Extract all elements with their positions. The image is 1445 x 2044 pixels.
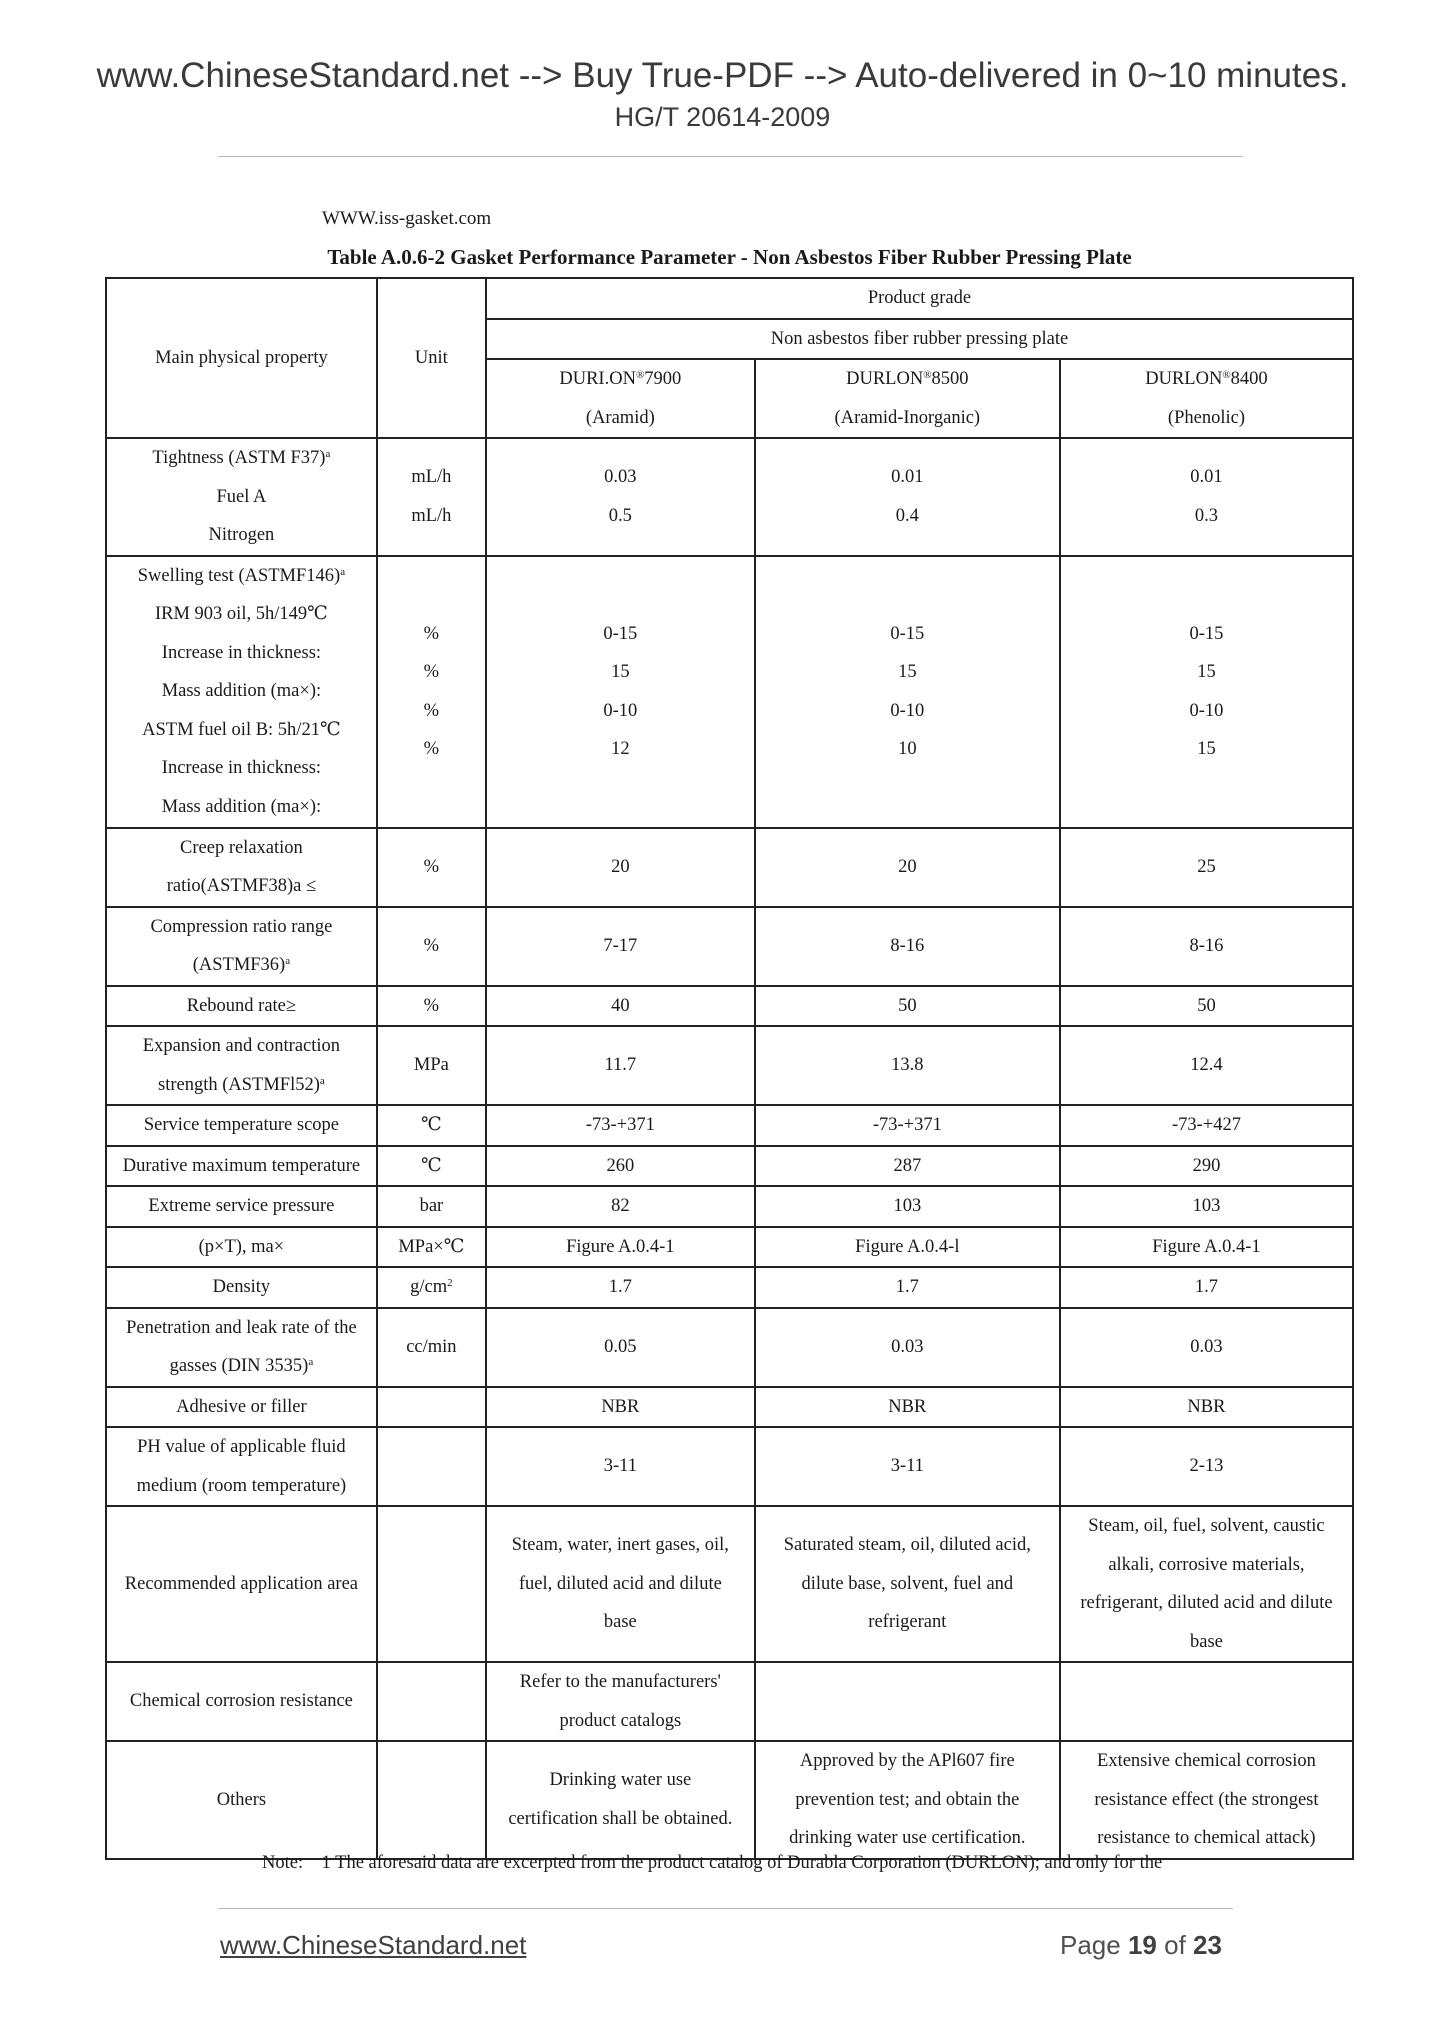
table-row [106, 1506, 1353, 1662]
unit-cell: $g/cm^2$ [377, 1267, 486, 1308]
property-chemical: Chemical corrosion resistance [106, 1662, 377, 1741]
value-cell: Approved by the APl607 fire prevention test; and obtain the drinking water use certification. [755, 1741, 1060, 1859]
table-row [106, 1227, 1353, 1268]
table-row [106, 1146, 1353, 1187]
performance-table [105, 277, 1354, 1860]
value-cell: 1.7 [755, 1267, 1060, 1308]
value-cell: Figure A.0.4-1 [1060, 1227, 1353, 1268]
value-cell: 25 [1060, 828, 1353, 907]
value-cell: 0.03 [1060, 1308, 1353, 1387]
header-divider [218, 156, 1243, 157]
property-tightness: Tightness (ASTM F37)$^a$ Fuel A Nitrogen [106, 438, 377, 556]
value-cell: 20 [755, 828, 1060, 907]
header-category: Non asbestos fiber rubber pressing plate [486, 319, 1353, 360]
value-cell: 8-16 [1060, 907, 1353, 986]
table-row [106, 1387, 1353, 1428]
table-row [106, 1308, 1353, 1387]
value-cell: Drinking water use certification shall be obtained. [486, 1741, 755, 1859]
unit-cell: ℃ [377, 1146, 486, 1187]
table-row [106, 986, 1353, 1027]
unit-cell: % [377, 907, 486, 986]
property-pxt: (p×T), ma× [106, 1227, 377, 1268]
value-cell: 20 [486, 828, 755, 907]
value-cell: 260 [486, 1146, 755, 1187]
value-cell: 0.05 [486, 1308, 755, 1387]
unit-cell [377, 1741, 486, 1859]
value-cell: 82 [486, 1186, 755, 1227]
footer-link[interactable]: www.ChineseStandard.net [220, 1930, 527, 1960]
value-cell: 0-15 15 0-10 15 [1060, 556, 1353, 828]
unit-cell: cc/min [377, 1308, 486, 1387]
property-service-temperature: Service temperature scope [106, 1105, 377, 1146]
value-cell [1060, 1662, 1353, 1741]
value-cell: Figure A.0.4-l [755, 1227, 1060, 1268]
property-durative-temperature: Durative maximum temperature [106, 1146, 377, 1187]
property-application: Recommended application area [106, 1506, 377, 1662]
property-others: Others [106, 1741, 377, 1859]
document-number: HG/T 20614-2009 [614, 102, 831, 132]
value-cell: 287 [755, 1146, 1060, 1187]
table-row [106, 1026, 1353, 1105]
value-cell: -73-+427 [1060, 1105, 1353, 1146]
property-extreme-pressure: Extreme service pressure [106, 1186, 377, 1227]
property-compression: Compression ratio range (ASTMF36)$^a$ [106, 907, 377, 986]
value-cell: 1.7 [486, 1267, 755, 1308]
value-cell: Figure A.0.4-1 [486, 1227, 755, 1268]
value-cell: 0.01 0.4 [755, 438, 1060, 556]
value-cell: 12.4 [1060, 1026, 1353, 1105]
table-row [106, 1427, 1353, 1506]
value-cell: 11.7 [486, 1026, 755, 1105]
value-cell: Steam, water, inert gases, oil, fuel, diluted acid and dilute base [486, 1506, 755, 1662]
top-banner: www.ChineseStandard.net --> Buy True-PDF --> Auto-delivered in 0~10 minutes. [96, 56, 1349, 95]
unit-cell: % % % % [377, 556, 486, 828]
unit-cell [377, 1387, 486, 1428]
value-cell: NBR [755, 1387, 1060, 1428]
header-product-grade: Product grade [486, 278, 1353, 319]
value-cell: Steam, oil, fuel, solvent, caustic alkali, corrosive materials, refrigerant, diluted acid and dilute base [1060, 1506, 1353, 1662]
table-row [106, 1741, 1353, 1859]
footer-divider [218, 1908, 1233, 1909]
property-creep: Creep relaxation ratio(ASTMF38)a ≤ [106, 828, 377, 907]
property-rebound: Rebound rate≥ [106, 986, 377, 1027]
value-cell: 13.8 [755, 1026, 1060, 1105]
property-ph: PH value of applicable fluid medium (room temperature) [106, 1427, 377, 1506]
table-row [106, 1105, 1353, 1146]
table-row [106, 1662, 1353, 1741]
table-row [106, 828, 1353, 907]
header-unit: Unit [377, 278, 486, 438]
table-row [106, 1267, 1353, 1308]
value-cell: 7-17 [486, 907, 755, 986]
unit-cell [377, 1427, 486, 1506]
header-product-8500: DURLON®8500 (Aramid-Inorganic) [755, 359, 1060, 438]
table-row [106, 907, 1353, 986]
table-note: Note: 1 The aforesaid data are excerpted from the product catalog of Durabla Corporation (DURLON); and only for the [262, 1853, 1163, 1873]
value-cell: 1.7 [1060, 1267, 1353, 1308]
table-caption: Table A.0.6-2 Gasket Performance Parameter - Non Asbestos Fiber Rubber Pressing Plate [327, 245, 1132, 269]
unit-cell [377, 1662, 486, 1741]
table-row [106, 438, 1353, 556]
value-cell: 0.01 0.3 [1060, 438, 1353, 556]
value-cell: Extensive chemical corrosion resistance effect (the strongest resistance to chemical attack) [1060, 1741, 1353, 1859]
table-row [106, 1186, 1353, 1227]
value-cell: NBR [486, 1387, 755, 1428]
unit-cell [377, 1506, 486, 1662]
value-cell: 103 [1060, 1186, 1353, 1227]
value-cell: 50 [1060, 986, 1353, 1027]
header-product-7900: DURI.ON®7900 (Aramid) [486, 359, 755, 438]
table-row [106, 278, 1353, 319]
value-cell: -73-+371 [486, 1105, 755, 1146]
property-density: Density [106, 1267, 377, 1308]
unit-cell: % [377, 986, 486, 1027]
value-cell: 103 [755, 1186, 1060, 1227]
value-cell: 2-13 [1060, 1427, 1353, 1506]
unit-cell: ℃ [377, 1105, 486, 1146]
value-cell: 0.03 0.5 [486, 438, 755, 556]
value-cell: 0.03 [755, 1308, 1060, 1387]
table-row [106, 556, 1353, 828]
site-label: WWW.iss-gasket.com [322, 208, 492, 229]
unit-cell: % [377, 828, 486, 907]
unit-cell: MPa×℃ [377, 1227, 486, 1268]
value-cell: 40 [486, 986, 755, 1027]
value-cell: 0-15 15 0-10 12 [486, 556, 755, 828]
property-adhesive: Adhesive or filler [106, 1387, 377, 1428]
value-cell: 0-15 15 0-10 10 [755, 556, 1060, 828]
value-cell: 8-16 [755, 907, 1060, 986]
value-cell: -73-+371 [755, 1105, 1060, 1146]
value-cell: NBR [1060, 1387, 1353, 1428]
page-indicator: Page 19 of 23 [1060, 1930, 1222, 1960]
property-swelling: Swelling test (ASTMF146)$^a$ IRM 903 oil, 5h/149℃ Increase in thickness: Mass addition (ma×): ASTM fuel oil B: 5h/21℃ Increase in thickness: Mass addition (ma×): [106, 556, 377, 828]
value-cell: 290 [1060, 1146, 1353, 1187]
unit-cell: MPa [377, 1026, 486, 1105]
header-main-property: Main physical property [106, 278, 377, 438]
header-product-8400: DURLON®8400 (Phenolic) [1060, 359, 1353, 438]
value-cell: Refer to the manufacturers' product catalogs [486, 1662, 755, 1741]
value-cell: Saturated steam, oil, diluted acid, dilute base, solvent, fuel and refrigerant [755, 1506, 1060, 1662]
unit-cell: bar [377, 1186, 486, 1227]
property-expansion: Expansion and contraction strength (ASTMFl52)$^a$ [106, 1026, 377, 1105]
property-penetration: Penetration and leak rate of the gasses (DIN 3535)$^a$ [106, 1308, 377, 1387]
unit-cell: mL/h mL/h [377, 438, 486, 556]
value-cell: 3-11 [486, 1427, 755, 1506]
value-cell: 50 [755, 986, 1060, 1027]
value-cell [755, 1662, 1060, 1741]
value-cell: 3-11 [755, 1427, 1060, 1506]
